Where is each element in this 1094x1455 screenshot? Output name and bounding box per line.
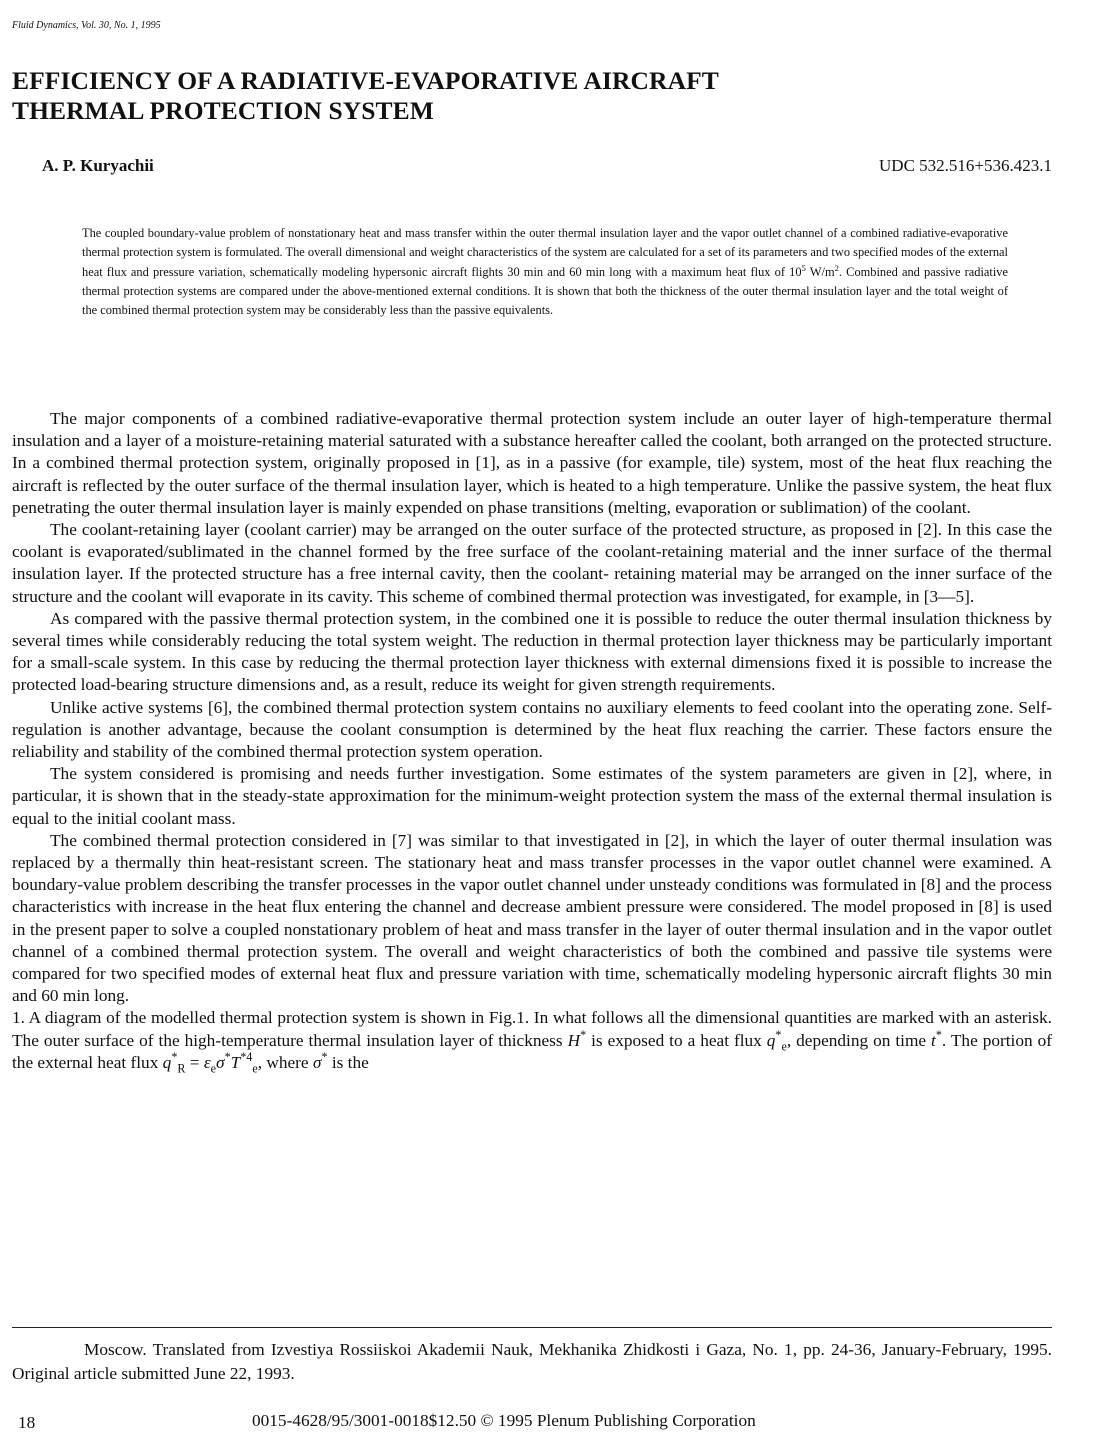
p7-text-a: 1. A diagram of the modelled thermal protection system is shown in Fig.1. In what follows all the dimensional quantities are marked with an asterisk. The outer surface of the high-temperature thermal insulation layer of thickness [12,1008,1052,1050]
footnote: Moscow. Translated from Izvestiya Rossiiskoi Akademii Nauk, Mekhanika Zhidkosti i Gaza, No. 1, pp. 24-36, January-February, 1995. Original article submitted June 22, 1993. [12,1340,1052,1383]
copyright-line: 0015-4628/95/3001-0018$12.50 © 1995 Plenum Publishing Corporation [252,1411,756,1430]
p7-text-b: is exposed to a heat flux [586,1030,767,1050]
page-number: 18 [18,1413,36,1432]
paper-title [12,66,1012,126]
paragraph-6: The combined thermal protection considered in [7] was similar to that investigated in [2], in which the layer of outer thermal insulation was replaced by a thermally thin heat-resistant screen. The stationary heat and mass transfer processes in the vapor outlet channel were examined. A boundary-value problem describing the transfer processes in the vapor outlet channel under unsteady conditions was formulated in [8] and the process characteristics with increase in the heat flux entering the channel and decrease ambient pressure were considered. The model proposed in [8] is used in the present paper to solve a coupled nonstationary problem of heat and mass transfer in the layer of outer thermal insulation and in the vapor outlet channel of a combined thermal protection system. The overall and weight characteristics of both the combined and passive tile systems were compared for two specified modes of external heat flux and pressure variation with time, schematically modeling hypersonic aircraft flights 30 min and 60 min long. [12,830,1052,1006]
abstract-flux-unit: W/m [805,264,835,279]
p7-text-d: . The portion of the external heat flux [12,1030,1052,1072]
abstract-text-before: The coupled boundary-value problem of nonstationary heat and mass transfer within the outer thermal insulation layer and the vapor outlet channel of a combined radiative-evaporative thermal protection system is formulated. The overall dimensional and weight characteristics of the system are calculated for a set of its parameters and two specified modes of the external heat flux and pressure variation, schematically modeling hypersonic aircraft flights 30 min and 60 min long with a maximum heat flux of [82,226,1008,279]
paragraph-4: Unlike active systems [6], the combined thermal protection system contains no auxiliary elements to feed coolant into the operating zone. Self-regulation is another advantage, because the coolant consumption is determined by the heat flux reaching the carrier. These factors ensure the reliability and stability of the combined thermal protection system operation. [12,697,1052,762]
paragraph-7 [12,1007,1052,1074]
p7-text-e: = [185,1052,204,1072]
abstract-flux-value: 10 [789,264,802,279]
symbol-H: H [567,1030,581,1050]
paragraph-2: The coolant-retaining layer (coolant carrier) may be arranged on the outer surface of the protected structure, as proposed in [2]. In this case the coolant is evaporated/sublimated in the channel formed by the free surface of the coolant-retaining material and the inner surface of the thermal insulation layer. If the protected structure has a free internal cavity, then the coolant- retaining material may be arranged on the inner surface of the structure and the coolant will evaporate in its cavity. This scheme of combined thermal protection was investigated, for example, in [3—5]. [12,520,1052,606]
title-line-2: THERMAL PROTECTION SYSTEM [12,96,434,125]
footnote-divider [12,1327,1052,1328]
star-q-r: * [171,1050,178,1065]
paragraph-3: As compared with the passive thermal protection system, in the combined one it is possible to reduce the outer thermal insulation thickness by several times while considerably reducing the total system weight. The reduction in thermal protection layer thickness may be particularly important for a small-scale system. In this case by reducing the thermal protection layer thickness with external dimensions fixed it is possible to increase the protected load-bearing structure dimensions and, as a result, reduce its weight for given strength requirements. [12,608,1052,695]
author-name: A. P. Kuryachii [42,156,154,175]
sub-e-eps: e [210,1061,217,1076]
symbol-q-e: q [766,1030,776,1050]
star-t: * [935,1027,942,1042]
abstract [82,224,1008,320]
journal-citation: Fluid Dynamics, Vol. 30, No. 1, 1995 [12,20,161,31]
star-q-e: * [775,1027,782,1042]
sub-e-T: e [252,1061,258,1076]
symbol-sigma-formula: σ [216,1052,225,1072]
body-text [12,408,1052,1074]
paragraph-1: The major components of a combined radiative-evaporative thermal protection system include an outer layer of high-temperature thermal insulation and a layer of a moisture-retaining material saturated with a substance hereafter called the coolant, both arranged on the protected structure. In a combined thermal protection system, originally proposed in [1], as in a passive (for example, tile) system, most of the heat flux reaching the aircraft is reflected by the outer surface of the thermal insulation layer, which is heated to a high temperature. Unlike the passive system, the heat flux penetrating the outer thermal insulation layer is mainly expended on phase transitions (melting, evaporation or sublimation) of the coolant. [12,409,1052,517]
symbol-T-e: T [230,1052,241,1072]
p7-text-c: , depending on time [786,1030,932,1050]
star-sigma: * [321,1050,328,1065]
title-line-1: EFFICIENCY OF A RADIATIVE-EVAPORATIVE AIRCRAFT [12,66,719,95]
udc-code: UDC 532.516+536.423.1 [879,156,1052,175]
symbol-sigma: σ [312,1052,322,1072]
star-sigma-formula: * [224,1050,231,1065]
star-H: * [580,1027,587,1042]
abstract-flux-exponent: 5 [801,262,806,273]
sub-e-q: e [781,1039,787,1054]
star4-T: *4 [240,1050,253,1065]
sub-r: R [177,1061,186,1076]
paragraph-5: The system considered is promising and needs further investigation. Some estimates of the system parameters are given in [2], where, in particular, it is shown that in the steady-state approximation for the minimum-weight protection system the mass of the external thermal insulation is equal to the initial coolant mass. [12,764,1052,828]
abstract-unit-exponent: 2 [834,262,839,273]
symbol-t: t [931,1030,936,1050]
p7-text-g: is the [327,1052,369,1072]
symbol-epsilon: ε [203,1052,211,1072]
symbol-q-r: q [162,1052,172,1072]
abstract-text-after: . Combined and passive radiative thermal protection systems are compared under the above-mentioned external conditions. It is shown that both the thickness of the outer thermal insulation layer and the total weight of the combined thermal protection system may be considerably less than the passive equivalents. [82,264,1009,318]
p7-text-f: , where [257,1052,313,1072]
